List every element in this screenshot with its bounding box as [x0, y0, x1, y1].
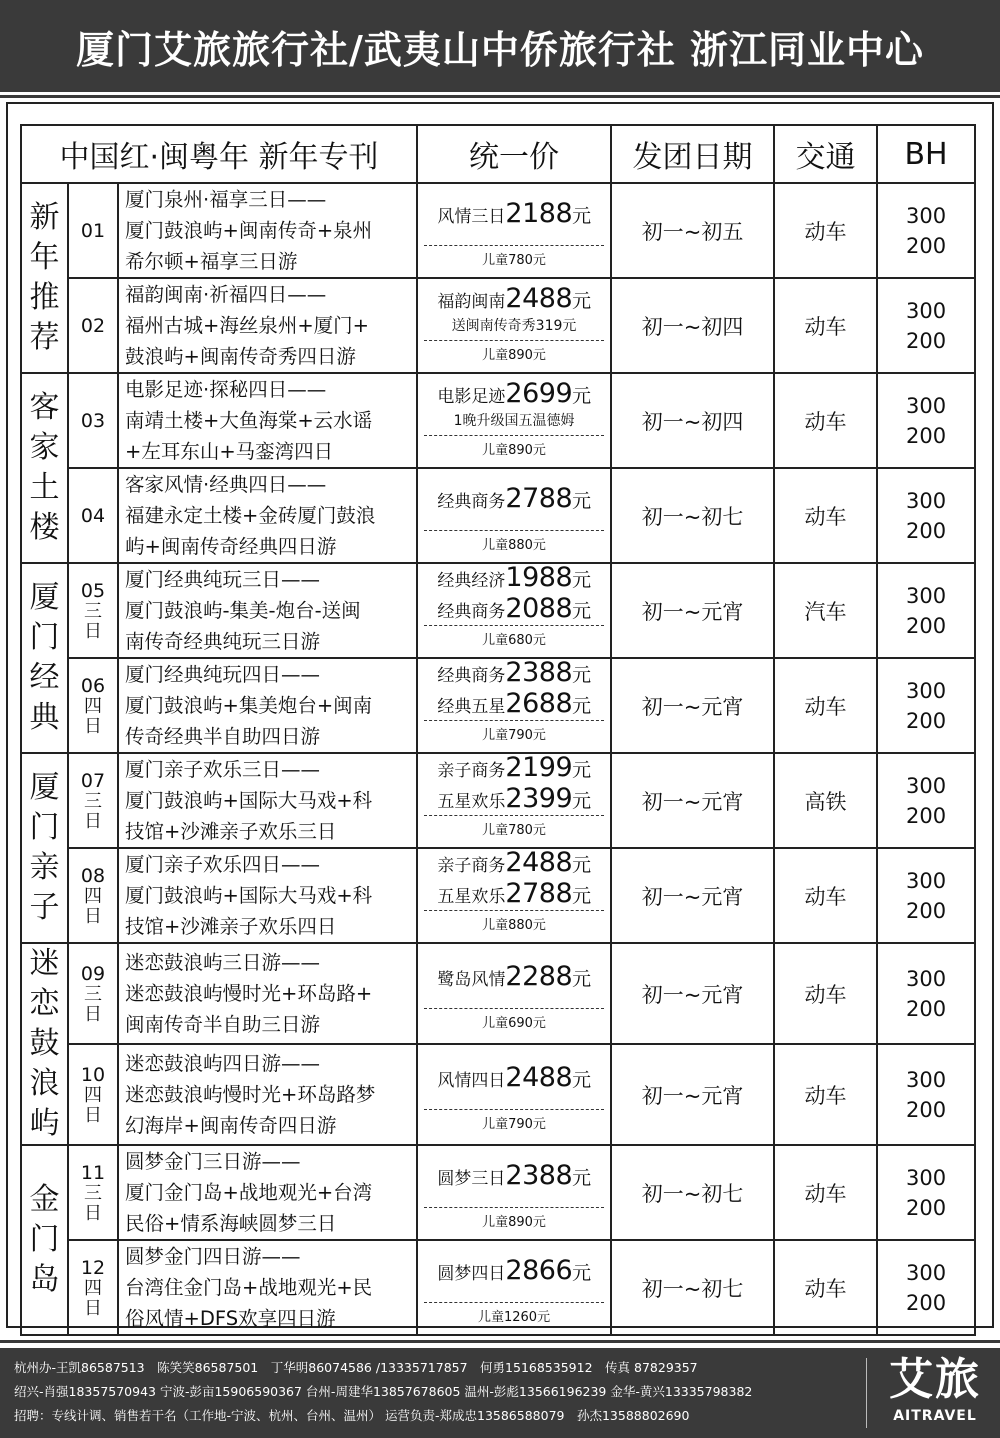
price-cell: [417, 1240, 611, 1335]
transport-type: 动车: [774, 1145, 877, 1240]
bh-value: 200: [905, 1097, 947, 1122]
tour-number: [68, 373, 118, 468]
departure-dates: 初一~初五: [611, 183, 774, 278]
price-line: [437, 849, 590, 880]
bh-value: 300: [905, 1067, 947, 1092]
bh-cell: [877, 848, 975, 943]
price-cell: [417, 468, 611, 563]
bh-cell: [877, 278, 975, 373]
price-main: [424, 562, 604, 626]
tour-days-char: 日: [84, 1202, 102, 1224]
category-char: 迷: [29, 946, 60, 981]
price-cell: [417, 753, 611, 848]
bh-value: 200: [905, 996, 947, 1021]
tour-days-char: 日: [84, 1104, 102, 1126]
price-label: 福韵闽南: [437, 291, 506, 312]
bh-cell: [877, 1240, 975, 1335]
price-main: [424, 376, 604, 436]
tour-number-value: 01: [80, 219, 106, 242]
tour-description: [118, 1240, 417, 1335]
child-price: 儿童880元: [482, 537, 546, 553]
price-amount: 2488 元: [505, 1062, 590, 1093]
bh-value: 300: [905, 678, 947, 703]
transport-type: 动车: [774, 373, 877, 468]
price-label: 经典商务: [437, 602, 506, 622]
tour-number-value: 12: [80, 1256, 106, 1279]
description-line: 希尔顿+福享三日游: [125, 250, 298, 273]
price-main: [424, 847, 604, 911]
price-amount: 2788 元: [505, 878, 590, 909]
description-line: 台湾住金门岛+战地观光+民: [125, 1276, 373, 1299]
tour-days-char: 日: [84, 715, 102, 737]
category-char: 客: [29, 390, 60, 425]
price-cell: [417, 278, 611, 373]
tour-number: [68, 1044, 118, 1145]
tour-number: [68, 1240, 118, 1335]
price-label: 经典经济: [437, 571, 506, 591]
price-label: 亲子商务: [437, 856, 506, 876]
category-char: 荐: [29, 320, 60, 355]
category-char: 推: [29, 280, 60, 315]
price-line: [437, 785, 590, 816]
header-date-cell: 发团日期: [611, 125, 774, 183]
tour-description: [118, 1044, 417, 1145]
price-label: 鹭岛风情: [437, 969, 506, 990]
price-amount: 2488 元: [505, 283, 590, 314]
price-line: [437, 564, 590, 595]
transport-type: 动车: [774, 278, 877, 373]
tour-description: [118, 658, 417, 753]
price-amount: 2866 元: [505, 1255, 590, 1286]
child-price: 儿童890元: [482, 442, 546, 458]
bh-cell: [877, 468, 975, 563]
bh-value: 300: [905, 966, 947, 991]
tour-number: [68, 753, 118, 848]
header-bh-cell: BH: [877, 125, 975, 183]
bh-value: 200: [905, 518, 947, 543]
price-amount: 2399 元: [505, 783, 590, 814]
footer-rule: [0, 1340, 1000, 1343]
category-char: 门: [29, 620, 60, 655]
category-char: 恋: [29, 986, 60, 1021]
description-line: 迷恋鼓浪屿慢时光+环岛路梦: [125, 1083, 376, 1106]
tour-days-char: 日: [84, 1003, 102, 1025]
category-char: 厦: [29, 770, 60, 805]
tour-number-value: 09: [80, 962, 106, 985]
category-char: 家: [29, 430, 60, 465]
category-char: 新: [29, 200, 60, 235]
category-cell: [21, 943, 68, 1145]
price-line: [437, 377, 590, 411]
category-char: 楼: [29, 510, 60, 545]
table-row: [21, 753, 975, 848]
description-line: 电影足迹·探秘四日——: [125, 378, 327, 401]
bh-value: 200: [905, 898, 947, 923]
transport-type: 动车: [774, 468, 877, 563]
price-label: 电影足迹: [437, 386, 506, 407]
page-header: [0, 0, 1000, 92]
description-line: 厦门鼓浪屿+集美炮台+闽南: [125, 694, 373, 717]
bh-cell: [877, 1044, 975, 1145]
tour-number: [68, 468, 118, 563]
header-rule: [0, 95, 1000, 98]
price-amount: 2288 元: [505, 961, 590, 992]
tour-number-value: 06: [80, 674, 106, 697]
price-line: [437, 960, 590, 994]
price-cell: [417, 658, 611, 753]
tour-number-value: 10: [80, 1063, 106, 1086]
description-line: 厦门经典纯玩四日——: [125, 663, 321, 686]
child-price: 儿童880元: [482, 917, 546, 933]
bh-value: 300: [905, 868, 947, 893]
bh-value: 300: [905, 773, 947, 798]
category-cell: [21, 183, 68, 373]
price-label: 经典五星: [437, 697, 506, 717]
tour-days-char: 日: [84, 905, 102, 927]
description-line: 厦门金门岛+战地观光+台湾: [125, 1181, 373, 1204]
transport-type: 动车: [774, 1044, 877, 1145]
transport-type: 动车: [774, 183, 877, 278]
description-line: 福建永定土楼+金砖厦门鼓浪: [125, 504, 376, 527]
child-price: 儿童790元: [482, 727, 546, 743]
description-line: 迷恋鼓浪屿三日游——: [125, 951, 321, 974]
table-row: [21, 278, 975, 373]
category-char: 年: [29, 240, 60, 275]
price-label: 五星欢乐: [437, 792, 506, 812]
departure-dates: 初一~初七: [611, 1145, 774, 1240]
tour-number-value: 02: [80, 314, 106, 337]
description-line: 迷恋鼓浪屿四日游——: [125, 1052, 321, 1075]
price-main: [424, 1050, 604, 1110]
price-main: [424, 1148, 604, 1208]
contact-line: 绍兴-肖强18357570943 宁波-彭亩15906590367 台州-周建华13857678605 温州-彭彪13566196239 金华-黄兴13335798382: [14, 1384, 753, 1399]
tour-number-value: 07: [80, 769, 106, 792]
page-footer: [0, 1348, 1000, 1438]
category-cell: [21, 753, 68, 943]
description-line: 福州古城+海丝泉州+厦门+: [125, 314, 370, 337]
price-label: 风情四日: [437, 1070, 506, 1091]
category-cell: [21, 563, 68, 753]
description-line: 鼓浪屿+闽南传奇秀四日游: [125, 345, 356, 368]
child-price: 儿童1260元: [477, 1309, 551, 1325]
child-price: 儿童690元: [482, 1015, 546, 1031]
price-line: [437, 595, 590, 626]
departure-dates: 初一~初七: [611, 468, 774, 563]
tour-description: [118, 373, 417, 468]
bh-cell: [877, 373, 975, 468]
tour-days-char: 三: [84, 600, 102, 622]
tour-number-value: 11: [80, 1161, 106, 1184]
tour-description: [118, 278, 417, 373]
price-main: [424, 657, 604, 721]
aitravel-logo: [870, 1352, 1000, 1424]
child-price: 儿童890元: [482, 347, 546, 363]
price-label: 圆梦四日: [437, 1263, 506, 1284]
contact-list: [14, 1356, 856, 1428]
tour-number: [68, 848, 118, 943]
price-amount: 2699 元: [505, 378, 590, 409]
price-amount: 2388 元: [505, 657, 590, 688]
price-note: 送闽南传奇秀319元: [451, 317, 577, 334]
table-row: [21, 1044, 975, 1145]
category-cell: [21, 1145, 68, 1335]
table-row: [21, 943, 975, 1044]
description-line: 屿+闽南传奇经典四日游: [125, 535, 337, 558]
table-row: [21, 373, 975, 468]
category-char: 子: [29, 890, 60, 925]
price-main: [424, 471, 604, 531]
departure-dates: 初一~初四: [611, 373, 774, 468]
bh-cell: [877, 943, 975, 1044]
tour-number-value: 03: [80, 409, 106, 432]
tour-description: [118, 563, 417, 658]
price-line: [437, 1159, 590, 1193]
child-price: 儿童780元: [482, 252, 546, 268]
logo-divider: [866, 1358, 867, 1428]
header-price-cell: 统一价: [417, 125, 611, 183]
price-line: [437, 659, 590, 690]
tour-days-char: 三: [84, 790, 102, 812]
category-char: 门: [29, 1222, 60, 1257]
price-line: [437, 197, 590, 231]
table-header-row: [21, 125, 975, 183]
tour-number: [68, 658, 118, 753]
price-label: 经典商务: [437, 666, 506, 686]
description-line: 迷恋鼓浪屿慢时光+环岛路+: [125, 982, 373, 1005]
price-line: [437, 754, 590, 785]
bh-value: 200: [905, 613, 947, 638]
table-row: [21, 563, 975, 658]
tour-description: [118, 468, 417, 563]
header-transport-cell: 交通: [774, 125, 877, 183]
price-amount: 2188 元: [505, 198, 590, 229]
description-line: 民俗+情系海峡圆梦三日: [125, 1212, 337, 1235]
price-cell: [417, 943, 611, 1044]
child-price: 儿童890元: [482, 1214, 546, 1230]
contact-line: 杭州办-王凯86587513 陈笑笑86587501 丁华明86074586 /13335717857 何勇15168535912 传真 87829357: [14, 1360, 698, 1375]
table-row: [21, 658, 975, 753]
price-label: 圆梦三日: [437, 1168, 506, 1189]
tour-description: [118, 848, 417, 943]
bh-cell: [877, 563, 975, 658]
transport-type: 动车: [774, 1240, 877, 1335]
tour-number: [68, 278, 118, 373]
description-line: 厦门亲子欢乐三日——: [125, 758, 321, 781]
price-cell: [417, 848, 611, 943]
bh-value: 200: [905, 1290, 947, 1315]
category-char: 金: [29, 1182, 60, 1217]
tour-number: [68, 1145, 118, 1240]
price-label: 风情三日: [437, 206, 506, 227]
price-note: 1晚升级国五温德姆: [453, 412, 575, 429]
tour-days-char: 日: [84, 620, 102, 642]
tour-description: [118, 1145, 417, 1240]
bh-cell: [877, 753, 975, 848]
bh-cell: [877, 183, 975, 278]
tour-days-char: 三: [84, 983, 102, 1005]
child-price: 儿童680元: [482, 632, 546, 648]
price-amount: 2788 元: [505, 483, 590, 514]
description-line: 南靖土楼+大鱼海棠+云水谣: [125, 409, 373, 432]
tour-days-char: 三: [84, 1182, 102, 1204]
departure-dates: 初一~元宵: [611, 563, 774, 658]
transport-type: 动车: [774, 658, 877, 753]
tour-days-char: 日: [84, 1297, 102, 1319]
tour-number-value: 08: [80, 864, 106, 887]
header-title-cell: 中国红·闽粤年 新年专刊: [21, 125, 417, 183]
price-cell: [417, 373, 611, 468]
price-line: [437, 1061, 590, 1095]
tour-number: [68, 183, 118, 278]
price-main: [424, 186, 604, 246]
price-main: [424, 1243, 604, 1303]
tour-number: [68, 943, 118, 1044]
category-cell: [21, 373, 68, 563]
description-line: 厦门亲子欢乐四日——: [125, 853, 321, 876]
price-amount: 1988 元: [505, 562, 590, 593]
tour-days-char: 四: [84, 885, 102, 907]
description-line: 传奇经典半自助四日游: [125, 725, 321, 748]
bh-value: 300: [905, 298, 947, 323]
bh-value: 200: [905, 328, 947, 353]
description-line: 客家风情·经典四日——: [125, 473, 327, 496]
bh-value: 300: [905, 583, 947, 608]
bh-value: 300: [905, 488, 947, 513]
transport-type: 动车: [774, 848, 877, 943]
description-line: 厦门鼓浪屿+国际大马戏+科: [125, 884, 373, 907]
table-row: [21, 1240, 975, 1335]
tour-description: [118, 183, 417, 278]
description-line: 南传奇经典纯玩三日游: [125, 630, 321, 653]
price-line: [437, 880, 590, 911]
bh-value: 300: [905, 203, 947, 228]
table-row: [21, 1145, 975, 1240]
tour-days-char: 四: [84, 1084, 102, 1106]
description-line: 圆梦金门四日游——: [125, 1245, 301, 1268]
price-line: [437, 282, 590, 316]
price-main: [424, 752, 604, 816]
bh-value: 300: [905, 1165, 947, 1190]
price-amount: 2688 元: [505, 688, 590, 719]
description-line: 技馆+沙滩亲子欢乐三日: [125, 820, 337, 843]
price-main: [424, 281, 604, 341]
price-line: [437, 1254, 590, 1288]
description-line: 厦门经典纯玩三日——: [125, 568, 321, 591]
category-char: 岛: [29, 1262, 60, 1297]
tour-description: [118, 753, 417, 848]
departure-dates: 初一~元宵: [611, 1044, 774, 1145]
price-label: 经典商务: [437, 491, 506, 512]
table-row: [21, 848, 975, 943]
price-amount: 2088 元: [505, 593, 590, 624]
tour-number: [68, 563, 118, 658]
departure-dates: 初一~元宵: [611, 753, 774, 848]
tour-price-table: [20, 124, 976, 1336]
child-price: 儿童790元: [482, 1116, 546, 1132]
description-line: 厦门鼓浪屿+闽南传奇+泉州: [125, 219, 373, 242]
bh-value: 200: [905, 803, 947, 828]
bh-value: 300: [905, 1260, 947, 1285]
category-char: 土: [29, 470, 60, 505]
description-line: 厦门泉州·福享三日——: [125, 188, 327, 211]
price-line: [437, 482, 590, 516]
logo-chinese: 艾旅: [889, 1354, 981, 1405]
description-line: +左耳东山+马銮湾四日: [125, 440, 334, 463]
departure-dates: 初一~元宵: [611, 658, 774, 753]
description-line: 闽南传奇半自助三日游: [125, 1013, 321, 1036]
logo-english: AITRAVEL: [893, 1408, 977, 1424]
description-line: 俗风情+DFS欢享四日游: [125, 1307, 336, 1330]
bh-value: 200: [905, 423, 947, 448]
bh-value: 300: [905, 393, 947, 418]
bh-value: 200: [905, 1195, 947, 1220]
category-char: 门: [29, 810, 60, 845]
bh-cell: [877, 1145, 975, 1240]
bh-value: 200: [905, 233, 947, 258]
category-char: 屿: [29, 1106, 60, 1141]
category-char: 亲: [29, 850, 60, 885]
departure-dates: 初一~初七: [611, 1240, 774, 1335]
price-line: [437, 690, 590, 721]
category-char: 厦: [29, 580, 60, 615]
tour-number-value: 04: [80, 504, 106, 527]
price-cell: [417, 1145, 611, 1240]
tour-description: [118, 943, 417, 1044]
description-line: 技馆+沙滩亲子欢乐四日: [125, 915, 337, 938]
table-body: [21, 183, 975, 1335]
price-amount: 2199 元: [505, 752, 590, 783]
category-char: 经: [29, 660, 60, 695]
category-char: 典: [29, 700, 60, 735]
departure-dates: 初一~元宵: [611, 943, 774, 1044]
bh-cell: [877, 658, 975, 753]
description-line: 幻海岸+闽南传奇四日游: [125, 1114, 337, 1137]
category-char: 鼓: [29, 1026, 60, 1061]
child-price: 儿童780元: [482, 822, 546, 838]
tour-days-char: 四: [84, 695, 102, 717]
tour-days-char: 日: [84, 810, 102, 832]
price-amount: 2388 元: [505, 1160, 590, 1191]
price-label: 亲子商务: [437, 761, 506, 781]
tour-days-char: 四: [84, 1277, 102, 1299]
price-cell: [417, 563, 611, 658]
category-char: 浪: [29, 1066, 60, 1101]
departure-dates: 初一~元宵: [611, 848, 774, 943]
description-line: 厦门鼓浪屿-集美-炮台-送闽: [125, 599, 361, 622]
bh-value: 200: [905, 708, 947, 733]
transport-type: 汽车: [774, 563, 877, 658]
transport-type: 动车: [774, 943, 877, 1044]
price-cell: [417, 183, 611, 278]
table-row: [21, 183, 975, 278]
description-line: 福韵闽南·祈福四日——: [125, 283, 327, 306]
price-cell: [417, 1044, 611, 1145]
description-line: 圆梦金门三日游——: [125, 1150, 301, 1173]
tour-number-value: 05: [80, 579, 106, 602]
page-title: 厦门艾旅旅行社/武夷山中侨旅行社 浙江同业中心: [75, 27, 925, 72]
transport-type: 高铁: [774, 753, 877, 848]
price-main: [424, 949, 604, 1009]
description-line: 厦门鼓浪屿+国际大马戏+科: [125, 789, 373, 812]
price-label: 五星欢乐: [437, 887, 506, 907]
departure-dates: 初一~初四: [611, 278, 774, 373]
table-row: [21, 468, 975, 563]
contact-line: 招聘：专线计调、销售若干名（工作地-宁波、杭州、台州、温州） 运营负责-郑成忠13586588079 孙杰13588802690: [14, 1408, 690, 1423]
price-amount: 2488 元: [505, 847, 590, 878]
